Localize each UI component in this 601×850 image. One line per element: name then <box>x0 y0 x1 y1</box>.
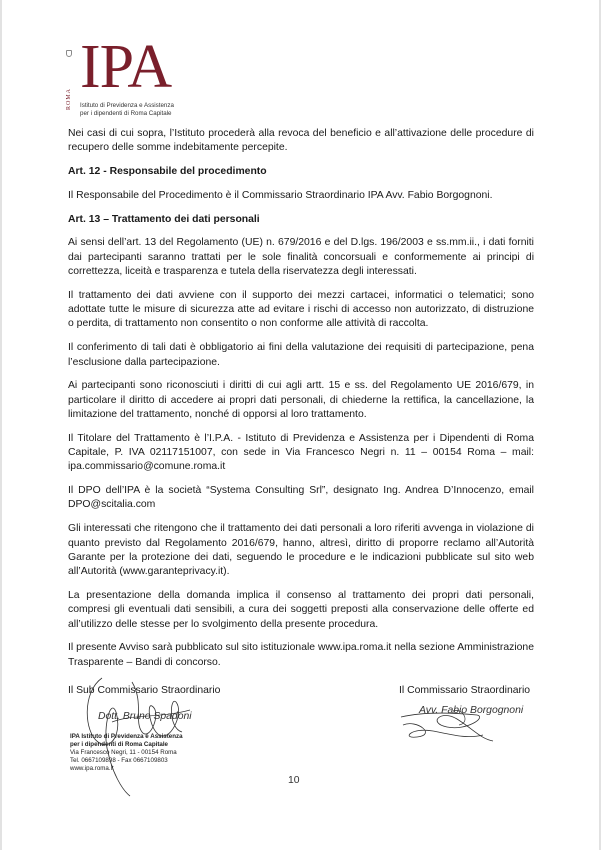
paragraph-diritti: Ai partecipanti sono riconosciuti i diritti di cui agli artt. 15 e ss. del Regolamento UE 2016/679, in particolare il diritto di accedere ai propri dati personali, di chiederne la rettifica, la cancellazione, la limitazione del trattamento, nonché di opporsi al loro trattamento. <box>68 380 534 420</box>
right-signature-title: Il Commissario Straordinario <box>399 685 531 696</box>
logo-side-text: ROMA <box>66 87 73 111</box>
institution-stamp <box>70 733 183 773</box>
heading-art-12: Art. 12 - Responsabile del procedimento <box>68 166 267 178</box>
paragraph-reclamo: Gli interessati che ritengono che il trattamento dei dati personali a loro riferiti avvenga in violazione di quanto previsto dal Regolamento 2016/679, hanno, altresì, diritto di proporre reclamo all’Autorità Garante per la protezione dei dati, seguendo le procedure e le indicazioni pubblicate sul sito web all’Autorità (www.garanteprivacy.it). <box>68 523 534 578</box>
stamp-line-4: Tel. 0667109898 - Fax 0667109803 <box>70 757 168 764</box>
crest-icon <box>66 50 72 57</box>
paragraph-dpo: Il DPO dell’IPA è la società “Systema Consulting Srl”, designato Ing. Andrea D’Innocenzo, email DPO@scitalia.com <box>68 485 534 511</box>
page-number: 10 <box>288 775 300 786</box>
paragraph-revoca: Nei casi di cui sopra, l’Istituto procederà alla revoca del beneficio e all’attivazione delle procedure di recupero delle somme indebitamente percepite. <box>68 128 534 154</box>
stamp-line-2: per i dipendenti di Roma Capitale <box>70 741 168 748</box>
stamp-line-1: IPA Istituto di Previdenza e Assistenza <box>70 733 183 740</box>
paragraph-titolare: Il Titolare del Trattamento è l’I.P.A. - Istituto di Previdenza e Assistenza per i Dipendenti di Roma Capitale, P. IVA 02117151007, con sede in Via Francesco Negri n. 11 – 00154 Roma – mail: ipa.commissario@comune.roma.it <box>68 432 534 473</box>
stamp-line-5: www.ipa.roma.it <box>70 765 114 772</box>
ipa-logo <box>66 33 246 118</box>
paragraph-trattamento: Il trattamento dei dati avviene con il supporto dei mezzi cartacei, informatici o telematici; sono adottate tutte le misure di sicurezza atte ad evitare i rischi di accesso non autorizzato, di distruzione o perdita, di trattamento non consentito o non conforme alle attività di raccolta. <box>68 289 534 330</box>
stamp-line-3: Via Francesco Negri, 11 - 00154 Roma <box>70 749 177 756</box>
paragraph-conferimento: Il conferimento di tali dati è obbligatorio ai fini della valutazione dei requisiti di partecipazione, pena l’esclusione dalla partecipazione. <box>68 342 534 368</box>
paragraph-ai-sensi: Ai sensi dell’art. 13 del Regolamento (UE) n. 679/2016 e del D.lgs. 196/2003 e ss.mm.ii., i dati forniti dai partecipanti saranno trattati per le sole finalità concorsuali e conformemente ai principi di correttezza, liceità e trasparenza e tutela della riservatezza degli interessati. <box>68 237 534 278</box>
paragraph-consenso: La presentazione della domanda implica il consenso al trattamento dei propri dati personali, compresi gli eventuali dati sensibili, a cura dei soggetti preposti alla conservazione delle offerte ed all’utilizzo delle stesse per lo svolgimento della presente procedura. <box>68 589 534 630</box>
logo-subtitle-2: per i dipendenti di Roma Capitale <box>80 110 172 117</box>
logo-subtitle-1: Istituto di Previdenza e Assistenza <box>80 102 174 109</box>
logo-title: IPA <box>80 33 172 101</box>
right-signature-name: Avv. Fabio Borgognoni <box>419 705 524 716</box>
left-signature-name: Dott. Bruno Spadoni <box>98 711 192 722</box>
document-body <box>68 127 534 679</box>
paragraph-responsabile: Il Responsabile del Procedimento è il Commissario Straordinario IPA Avv. Fabio Borgognoni. <box>68 189 493 201</box>
left-signature-title: Il Sub Commissario Straordinario <box>68 685 221 696</box>
heading-art-13: Art. 13 – Trattamento dei dati personali <box>68 213 260 225</box>
paragraph-pubblicazione: Il presente Avviso sarà pubblicato sul sito istituzionale www.ipa.roma.it nella sezione Amministrazione Trasparente – Bandi di concorso. <box>68 642 534 668</box>
